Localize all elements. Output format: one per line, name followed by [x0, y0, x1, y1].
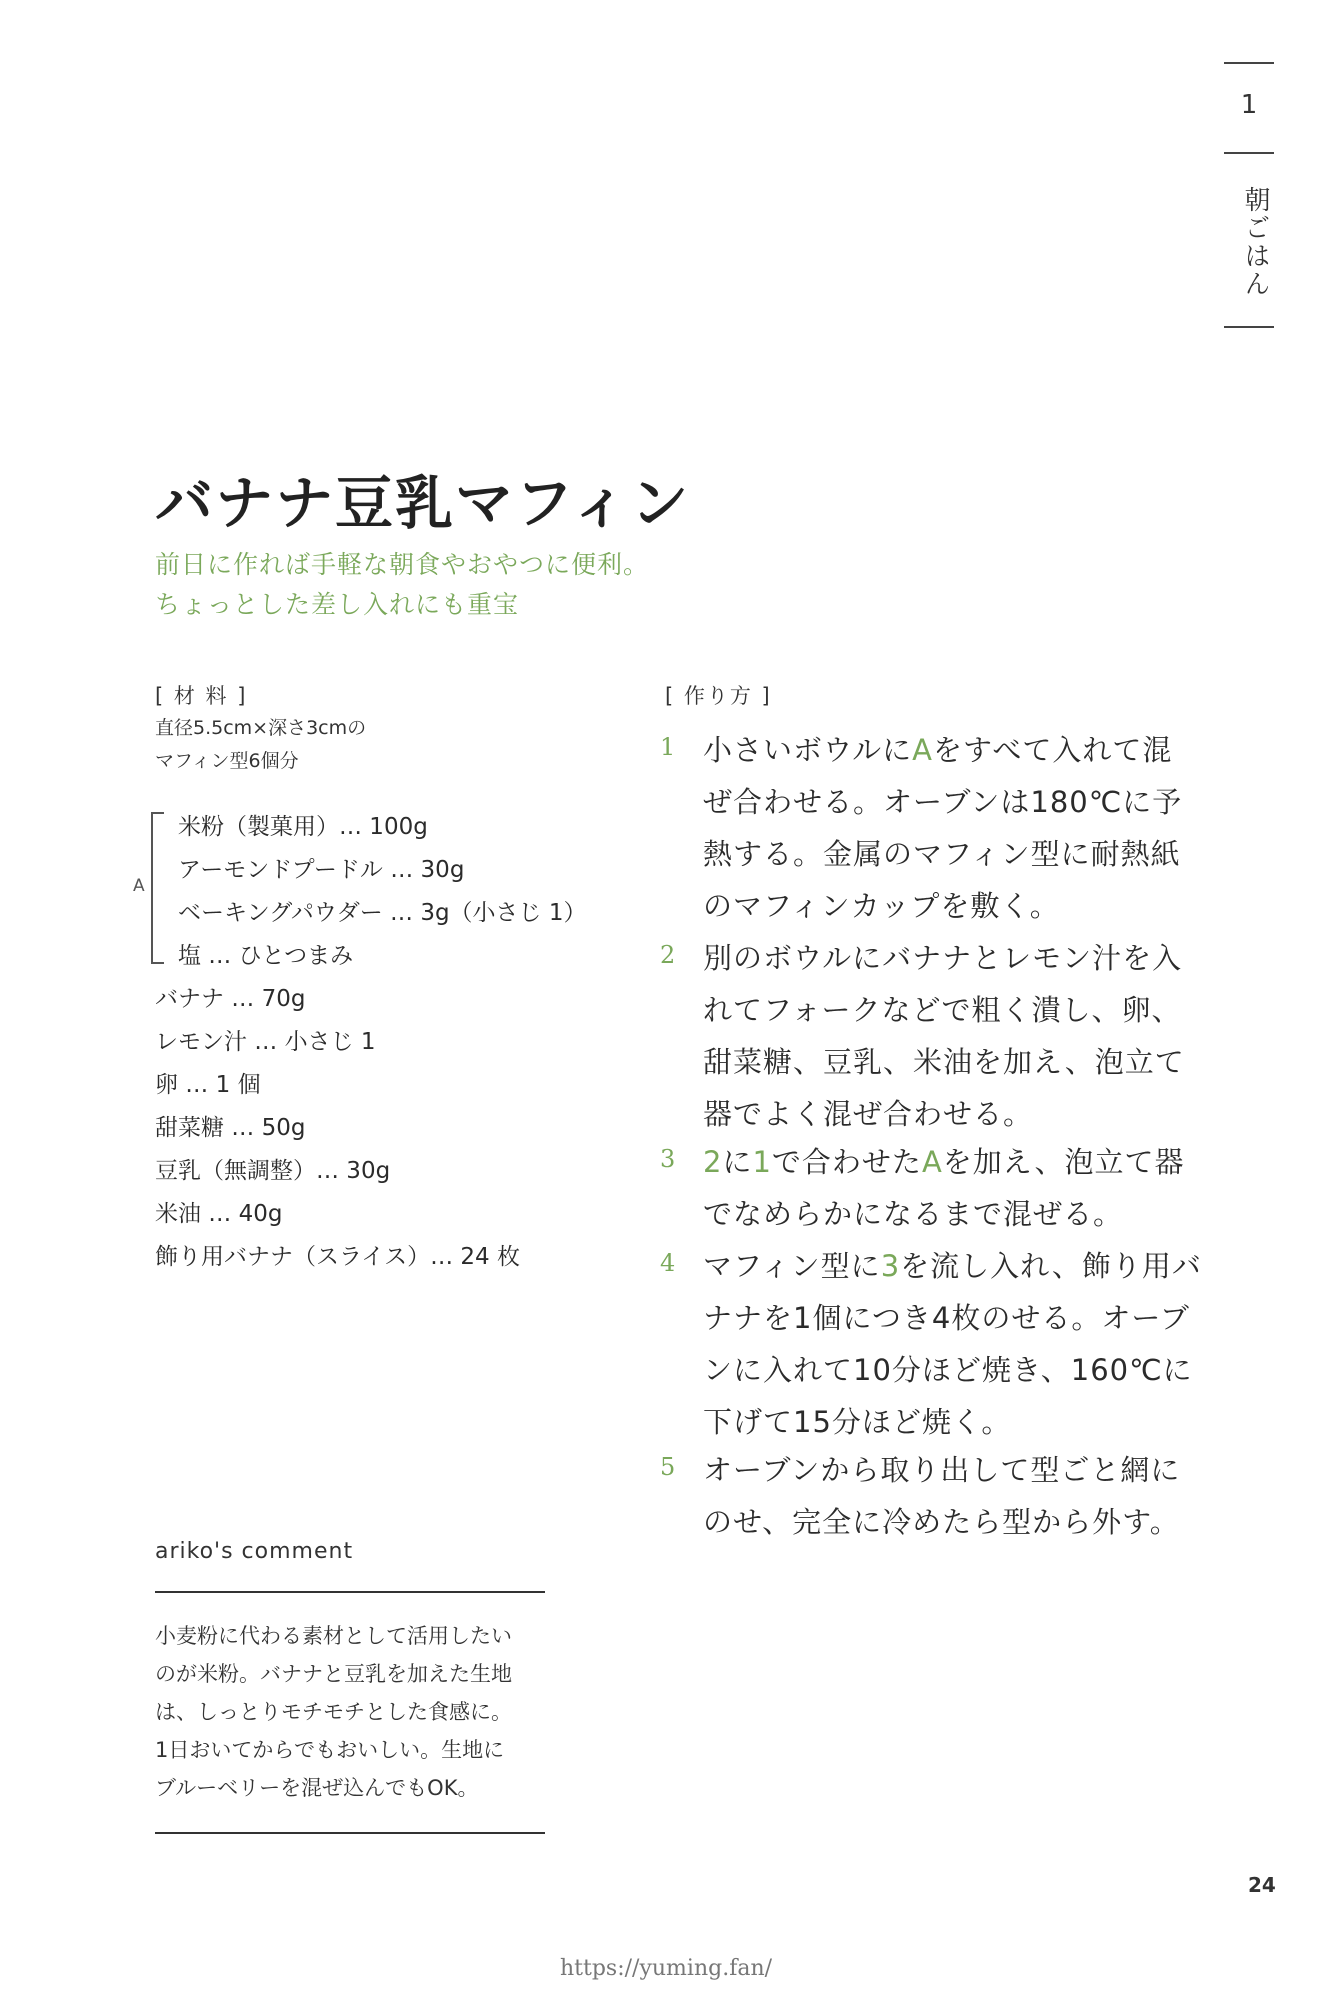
comment-label: ariko's comment	[155, 1539, 354, 1564]
step-line: 下げて15分ほど焼く。	[703, 1405, 1012, 1439]
recipe-title: バナナ豆乳マフィン	[155, 469, 691, 537]
step-number: 4	[660, 1249, 676, 1277]
mold-size-line-1: 直径5.5cm×深さ3cmの	[155, 717, 367, 739]
comment-line: ブルーベリーを混ぜ込んでもOK。	[155, 1776, 479, 1800]
ingredient-item: 卵 … 1 個	[155, 1072, 261, 1098]
step-ref: 2	[703, 1145, 723, 1179]
comment-line: 1日おいてからでもおいしい。生地に	[155, 1738, 505, 1762]
step-line: ンに入れて10分ほど焼き、160℃に	[703, 1353, 1193, 1387]
step-line: ぜ合わせる。オーブンは180℃に予	[703, 785, 1183, 819]
step-ref: 1	[752, 1145, 772, 1179]
comment-line: は、しっとりモチモチとした食感に。	[155, 1700, 512, 1724]
comment-rule-bottom	[155, 1832, 545, 1834]
step-line: のマフィンカップを敷く。	[703, 889, 1060, 923]
ingredient-group-item: アーモンドプードル … 30g	[178, 857, 465, 883]
ingredient-group-item: 塩 … ひとつまみ	[178, 943, 354, 969]
ingredient-group-label: A	[133, 876, 145, 896]
step-line: マフィン型に3を流し入れ、飾り用バ	[703, 1249, 1202, 1283]
step-line: 別のボウルにバナナとレモン汁を入	[703, 941, 1183, 975]
step-number: 3	[660, 1145, 676, 1173]
comment-line: 小麦粉に代わる素材として活用したい	[155, 1624, 512, 1648]
ingredient-ref: A	[912, 733, 933, 767]
mold-size-line-2: マフィン型6個分	[155, 750, 299, 772]
ingredient-group-item: ベーキングパウダー … 3g（小さじ 1）	[178, 900, 587, 926]
step-line: 小さいボウルにAをすべて入れて混	[703, 733, 1173, 767]
step-ref: 3	[880, 1249, 901, 1283]
step-number: 5	[660, 1453, 676, 1481]
step-line: 甜菜糖、豆乳、米油を加え、泡立て	[703, 1045, 1185, 1079]
recipe-subtitle-line-2: ちょっとした差し入れにも重宝	[155, 590, 520, 619]
step-line: 熱する。金属のマフィン型に耐熱紙	[703, 837, 1181, 871]
ingredient-group-item: 米粉（製菓用）… 100g	[178, 814, 428, 840]
step-line: でなめらかになるまで混ぜる。	[703, 1197, 1124, 1231]
ingredient-item: 飾り用バナナ（スライス）… 24 枚	[155, 1244, 520, 1270]
ingredient-group-bracket	[151, 812, 164, 964]
chapter-tab-rule-middle	[1224, 152, 1274, 154]
step-line: 器でよく混ぜ合わせる。	[703, 1097, 1034, 1131]
chapter-tab-rule-bottom	[1224, 326, 1274, 328]
chapter-number: 1	[1240, 90, 1258, 120]
step-line: 2に1で合わせたAを加え、泡立て器	[703, 1145, 1185, 1179]
ingredient-ref: A	[921, 1145, 943, 1179]
step-line: ナナを1個につき4枚のせる。オーブ	[703, 1301, 1190, 1335]
ingredient-item: 甜菜糖 … 50g	[155, 1115, 306, 1141]
step-line: のせ、完全に冷めたら型から外す。	[703, 1505, 1180, 1539]
ingredients-heading: [ 材 料 ]	[155, 684, 248, 708]
method-heading: [ 作り方 ]	[665, 684, 772, 708]
step-number: 2	[660, 941, 676, 969]
watermark-url: https://yuming.fan/	[560, 1956, 773, 1981]
comment-line: のが米粉。バナナと豆乳を加えた生地	[155, 1662, 512, 1686]
recipe-subtitle-line-1: 前日に作れば手軽な朝食やおやつに便利。	[155, 550, 650, 579]
ingredient-item: 豆乳（無調整）… 30g	[155, 1158, 391, 1184]
chapter-tab-rule-top	[1224, 62, 1274, 64]
ingredient-item: 米油 … 40g	[155, 1201, 283, 1227]
ingredient-item: バナナ … 70g	[155, 986, 306, 1012]
page-number: 24	[1248, 1873, 1276, 1897]
chapter-title: 朝ごはん	[1240, 186, 1270, 298]
step-line: オーブンから取り出して型ごと網に	[703, 1453, 1181, 1487]
step-number: 1	[660, 733, 676, 761]
comment-rule-top	[155, 1591, 545, 1593]
ingredient-item: レモン汁 … 小さじ 1	[155, 1029, 376, 1055]
step-line: れてフォークなどで粗く潰し、卵、	[703, 993, 1182, 1027]
